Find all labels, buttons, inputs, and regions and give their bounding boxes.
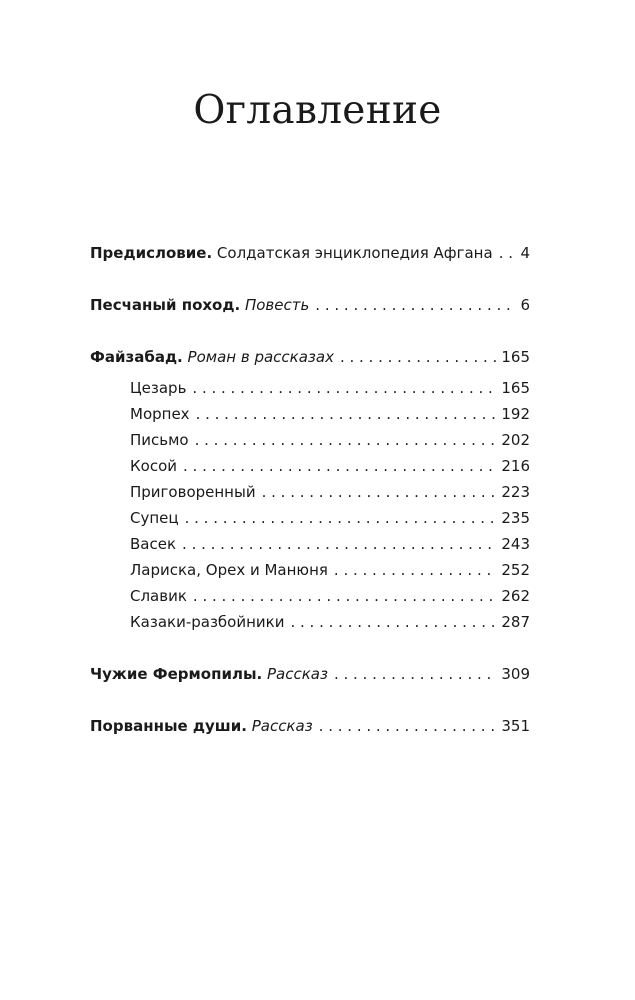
dot-leader bbox=[290, 611, 497, 633]
dot-leader bbox=[192, 377, 497, 399]
toc-entry-bold-title: Порванные души. bbox=[90, 717, 247, 735]
toc-entry-subtitle: Солдатская энциклопедия Афгана bbox=[212, 244, 493, 262]
dot-leader bbox=[185, 507, 498, 529]
toc-entry-torn-souls[interactable] bbox=[90, 715, 530, 737]
toc-subentry[interactable] bbox=[130, 611, 530, 633]
toc-page-number: 351 bbox=[501, 717, 530, 735]
dot-leader bbox=[183, 455, 497, 477]
toc-subentry-title: Приговоренный bbox=[130, 483, 256, 501]
toc-entry-bold-title: Песчаный поход. bbox=[90, 296, 241, 314]
toc-subentry[interactable] bbox=[130, 559, 530, 581]
toc-entry-faizabad[interactable] bbox=[90, 346, 530, 368]
toc-entry-subtitle: Рассказ bbox=[262, 665, 328, 683]
dot-leader bbox=[262, 481, 498, 503]
toc-subentry-title: Супец bbox=[130, 509, 179, 527]
toc-page-number: 262 bbox=[501, 587, 530, 605]
toc-page-number: 223 bbox=[501, 483, 530, 501]
toc-page-number: 165 bbox=[501, 379, 530, 397]
toc-page-number: 192 bbox=[501, 405, 530, 423]
dot-leader bbox=[334, 559, 497, 581]
toc-entry-subtitle: Рассказ bbox=[246, 717, 313, 735]
toc-subentry[interactable] bbox=[130, 429, 530, 451]
toc-page-number: 252 bbox=[501, 561, 530, 579]
toc-subentry-title: Лариска, Орех и Манюня bbox=[130, 561, 328, 579]
dot-leader bbox=[334, 663, 497, 685]
toc-page-number: 243 bbox=[501, 535, 530, 553]
toc-entry-subtitle: Роман в рассказах bbox=[182, 348, 334, 366]
dot-leader bbox=[182, 533, 497, 555]
toc-page-number: 309 bbox=[501, 665, 530, 683]
dot-leader bbox=[499, 242, 517, 264]
toc-subentry[interactable] bbox=[130, 481, 530, 503]
dot-leader bbox=[195, 429, 498, 451]
toc-entry-bold-title: Файзабад. bbox=[90, 348, 183, 366]
toc-subentry[interactable] bbox=[130, 403, 530, 425]
toc-entry-subtitle: Повесть bbox=[240, 296, 310, 314]
toc-page-number: 235 bbox=[501, 509, 530, 527]
dot-leader bbox=[196, 403, 498, 425]
toc-entry-bold-title: Предисловие. bbox=[90, 244, 213, 262]
toc-subentry-title: Письмо bbox=[130, 431, 189, 449]
toc-subentry-title: Васек bbox=[130, 535, 177, 553]
toc-entry-bold-title: Чужие Фермопилы. bbox=[90, 665, 263, 683]
toc-page-number: 165 bbox=[501, 348, 530, 366]
toc-page-number: 4 bbox=[520, 244, 530, 262]
dot-leader bbox=[340, 346, 497, 368]
toc-subentry-title: Морпех bbox=[130, 405, 190, 423]
toc-page-number: 216 bbox=[501, 457, 530, 475]
toc-page-number: 202 bbox=[501, 431, 530, 449]
dot-leader bbox=[319, 715, 498, 737]
toc-subentry-title: Славик bbox=[130, 587, 187, 605]
toc-page-number: 6 bbox=[520, 296, 530, 314]
page-title: Оглавление bbox=[193, 88, 442, 133]
toc-subentry[interactable] bbox=[130, 507, 530, 529]
dot-leader bbox=[315, 294, 516, 316]
toc-subentry-title: Цезарь bbox=[130, 379, 187, 397]
dot-leader bbox=[193, 585, 497, 607]
toc-subentry[interactable] bbox=[130, 585, 530, 607]
toc-subentry[interactable] bbox=[130, 377, 530, 399]
toc-entry-sand-march[interactable] bbox=[90, 294, 530, 316]
toc-page-number: 287 bbox=[501, 613, 530, 631]
toc-subentry-title: Косой bbox=[130, 457, 177, 475]
toc-subentry[interactable] bbox=[130, 455, 530, 477]
toc-subentry[interactable] bbox=[130, 533, 530, 555]
toc-subentry-title: Казаки-разбойники bbox=[130, 613, 285, 631]
toc-entry-thermopylae[interactable] bbox=[90, 663, 530, 685]
toc-entry-preface[interactable] bbox=[90, 242, 530, 264]
